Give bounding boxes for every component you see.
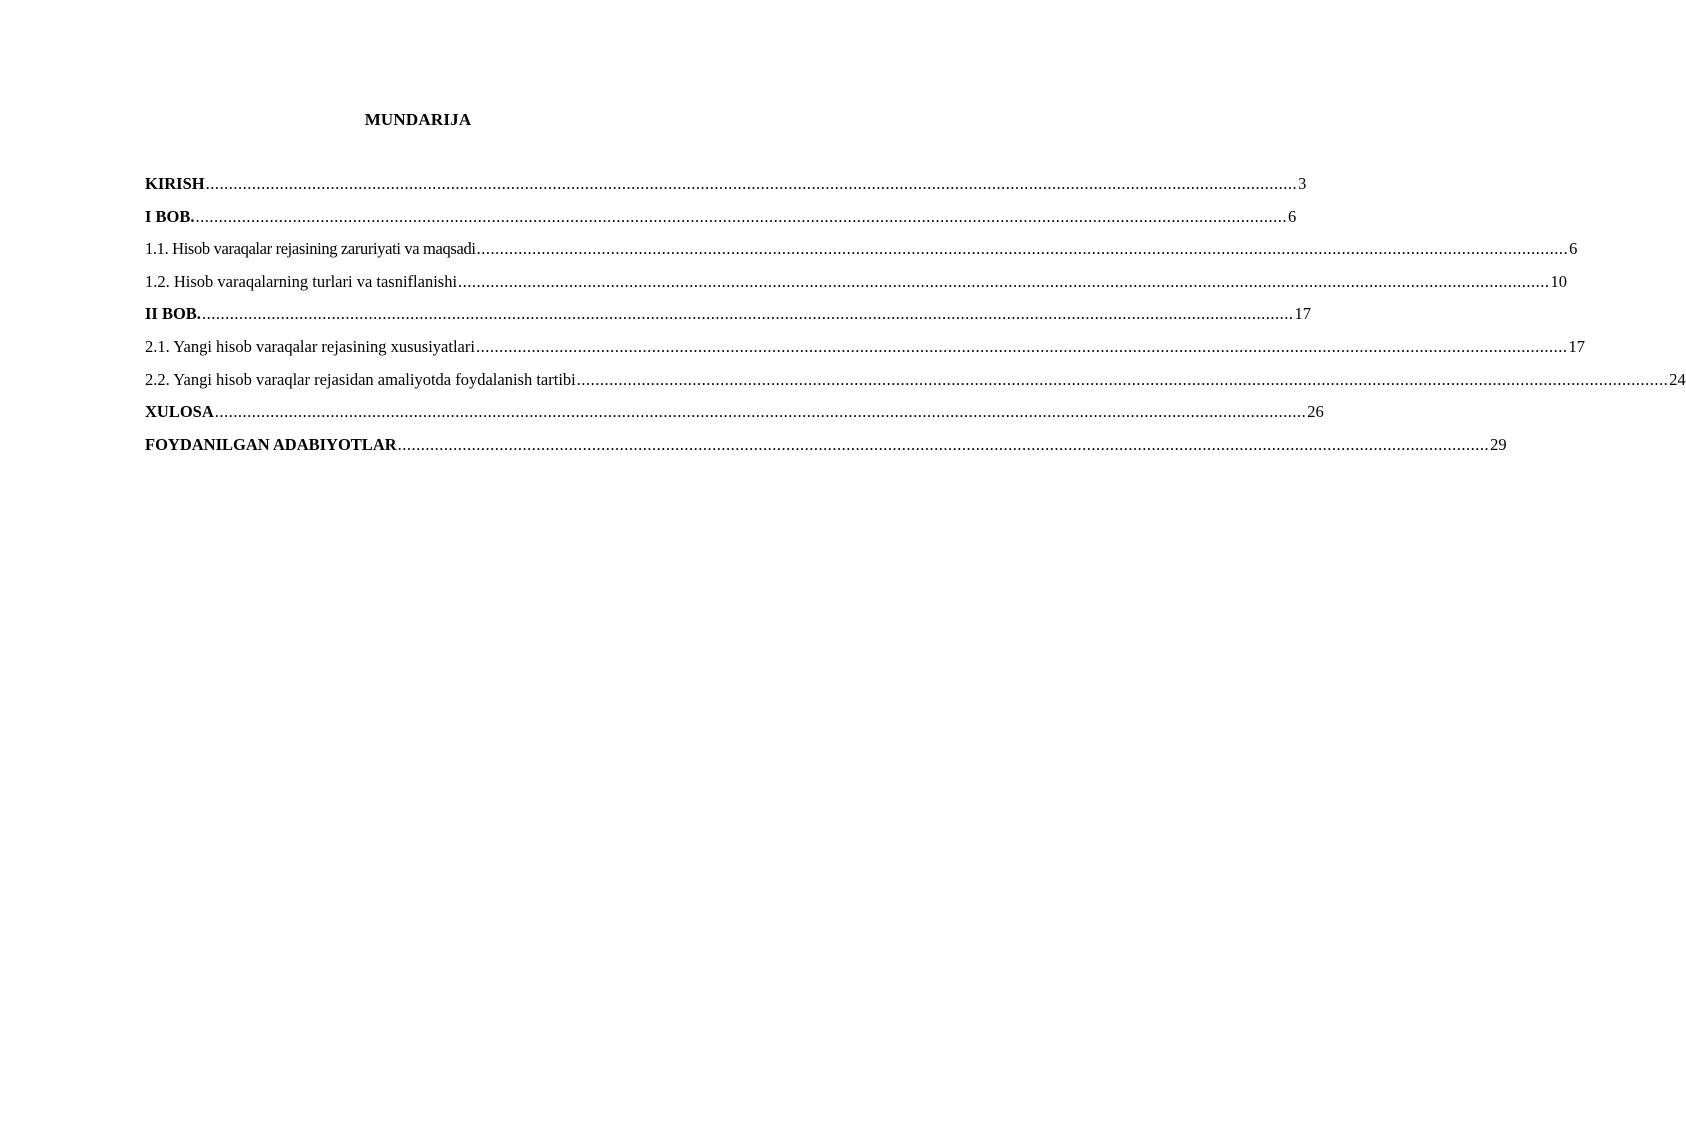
toc-entry-2-1	[145, 336, 1585, 370]
toc-entry-1-1	[145, 239, 1578, 272]
toc-entry-label: KIRISH	[145, 174, 205, 193]
toc-entry-1-2	[145, 271, 1568, 305]
toc-entry-label: II BOB.	[145, 304, 201, 324]
dot-leader	[477, 239, 1569, 259]
table-of-contents	[145, 174, 1686, 467]
toc-entry-label: XULOSA	[145, 402, 214, 422]
toc-entry-2-2	[145, 369, 1686, 403]
toc-page-number: 17	[1294, 304, 1311, 324]
toc-page-number: 3	[1298, 174, 1307, 193]
toc-entry-label: 2.1. Yangi hisob varaqalar rejasining xususiyatlari	[145, 336, 475, 356]
toc-page-number: 29	[1490, 434, 1507, 454]
toc-page-number: 24	[1669, 369, 1686, 389]
toc-entry-bob-1	[145, 206, 1297, 240]
toc-entry-label: 1.1. Hisob varaqalar rejasining zaruriyati va maqsadi	[145, 239, 476, 259]
toc-entry-label: 1.2. Hisob varaqalarning turlari va tasniflanishi	[145, 271, 458, 291]
dot-leader	[476, 337, 1568, 357]
dot-leader	[196, 207, 1288, 227]
page-title: MUNDARIJA	[364, 110, 472, 129]
dot-leader	[458, 272, 1550, 292]
dot-leader	[202, 304, 1294, 324]
toc-page-number: 6	[1569, 239, 1578, 259]
toc-page-number: 10	[1550, 271, 1568, 291]
toc-entry-label: FOYDANILGAN ADABIYOTLAR	[145, 434, 397, 454]
toc-page-number: 26	[1307, 402, 1324, 422]
dot-leader	[577, 370, 1669, 390]
toc-entry-bob-2	[145, 304, 1311, 337]
toc-entry-adabiyotlar	[145, 434, 1507, 468]
toc-entry-kirish	[145, 174, 1307, 207]
toc-entry-label: 2.2. Yangi hisob varaqlar rejasidan amaliyotda foydalanish tartibi	[145, 369, 576, 389]
dot-leader	[215, 402, 1307, 422]
dot-leader	[206, 174, 1298, 194]
toc-page-number: 17	[1568, 336, 1585, 356]
dot-leader	[398, 435, 1490, 455]
toc-entry-label: I BOB.	[145, 206, 195, 226]
toc-page-number: 6	[1288, 206, 1297, 226]
toc-entry-xulosa	[145, 402, 1324, 435]
